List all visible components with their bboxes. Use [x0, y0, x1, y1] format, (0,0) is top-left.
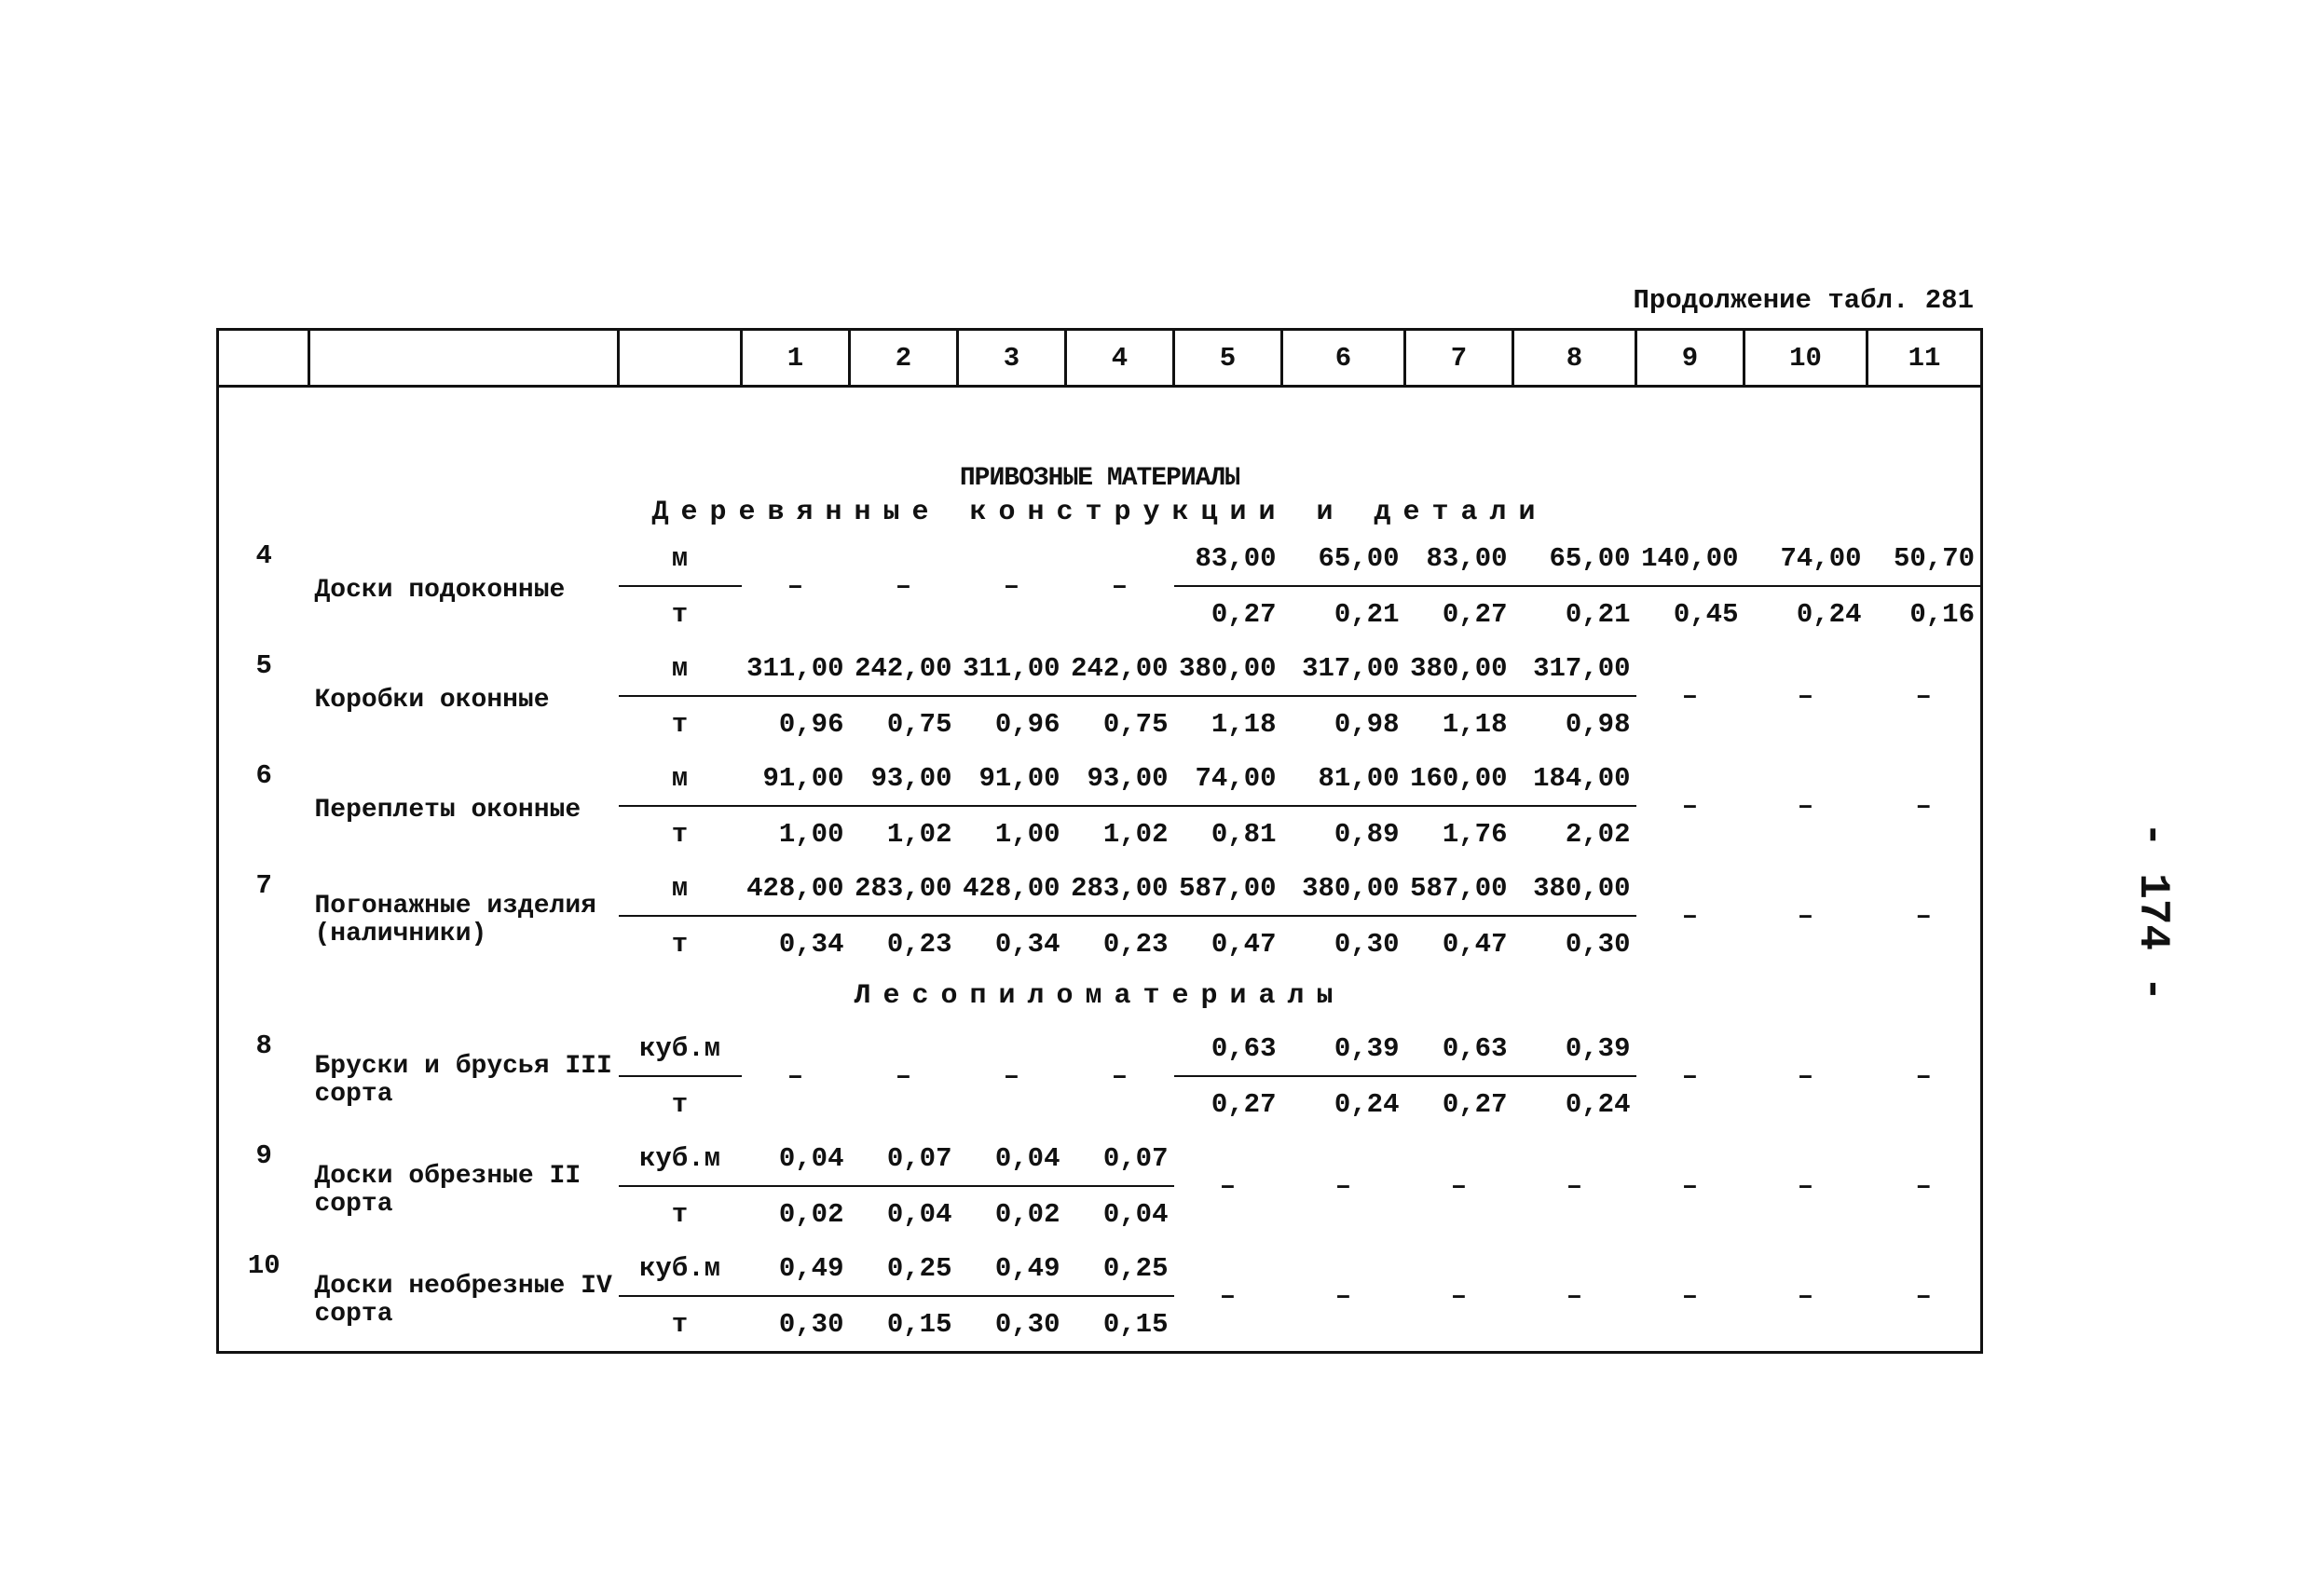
row-name: Доски обрезные II сорта [314, 1162, 581, 1219]
column-header: 9 [1636, 330, 1744, 387]
data-cell: 0,45 [1673, 598, 1739, 630]
unit-bottom: т [671, 1308, 689, 1340]
data-cell: 0,39 [1513, 1021, 1636, 1076]
column-header: 10 [1744, 330, 1867, 387]
data-cell: 0,15 [886, 1308, 952, 1340]
data-cell: 0,07 [1066, 1131, 1174, 1186]
data-cell: 380,00 [1174, 641, 1282, 696]
data-cell: – [787, 1060, 804, 1092]
unit-bottom: т [671, 1088, 689, 1120]
data-cell: 0,27 [1211, 598, 1277, 630]
data-cell: 1,76 [1442, 818, 1508, 850]
column-header: 11 [1867, 330, 1982, 387]
unit-bottom: т [671, 708, 689, 740]
data-cell: – [1003, 570, 1020, 602]
data-cell: 380,00 [1282, 861, 1405, 916]
subsection-row [218, 494, 1982, 531]
data-cell: – [1681, 1280, 1699, 1312]
data-cell: 311,00 [958, 641, 1066, 696]
data-cell: 0,75 [1102, 708, 1169, 740]
unit-bottom: т [671, 928, 689, 960]
data-cell: 0,23 [886, 928, 952, 960]
data-cell: 0,63 [1174, 1021, 1282, 1076]
unit-top: куб.м [619, 1241, 742, 1296]
row-name: Доски необрезные IV сорта [314, 1272, 612, 1329]
data-cell: 0,30 [1334, 928, 1400, 960]
data-cell: 0,23 [1102, 928, 1169, 960]
data-cell: 0,96 [994, 708, 1060, 740]
data-cell: – [1003, 1060, 1020, 1092]
data-cell: – [1681, 1060, 1699, 1092]
data-cell: 0,96 [778, 708, 844, 740]
data-cell: 0,49 [958, 1241, 1066, 1296]
data-cell: 428,00 [742, 861, 850, 916]
data-cell: 0,98 [1565, 708, 1631, 740]
data-cell: 0,25 [850, 1241, 958, 1296]
data-cell: – [1797, 1060, 1814, 1092]
row-number: 8 [255, 1030, 272, 1061]
data-cell: 0,24 [1565, 1088, 1631, 1120]
data-cell: – [895, 1060, 912, 1092]
data-cell: – [1915, 900, 1932, 932]
data-cell: 65,00 [1282, 531, 1405, 586]
data-cell: 74,00 [1174, 751, 1282, 806]
data-cell: 93,00 [850, 751, 958, 806]
data-cell: 0,30 [1565, 928, 1631, 960]
header-cell-number [218, 330, 309, 387]
data-cell: 283,00 [1066, 861, 1174, 916]
data-cell: – [1219, 1170, 1237, 1202]
data-cell: – [1797, 790, 1814, 822]
unit-bottom: т [671, 818, 689, 850]
materials-table [216, 328, 1983, 1354]
data-cell: 0,21 [1565, 598, 1631, 630]
data-cell: 0,02 [778, 1198, 844, 1230]
unit-top: м [619, 861, 742, 916]
data-cell: – [1681, 1170, 1699, 1202]
data-cell: 0,81 [1211, 818, 1277, 850]
data-cell: – [1566, 1170, 1583, 1202]
row-name: Переплеты оконные [314, 796, 581, 825]
section-title: ПРИВОЗНЫЕ МАТЕРИАЛЫ [959, 463, 1240, 493]
column-header: 5 [1174, 330, 1282, 387]
data-cell: – [895, 570, 912, 602]
subsection-row [218, 971, 1982, 1021]
table-row [218, 861, 1982, 916]
data-cell: – [1797, 680, 1814, 712]
data-cell: – [1915, 1280, 1932, 1312]
spacer-row [218, 387, 1982, 463]
table-row [218, 1021, 1982, 1076]
page-number: - 174 - [2128, 822, 2177, 1003]
data-cell: 0,15 [1102, 1308, 1169, 1340]
data-cell: 0,49 [742, 1241, 850, 1296]
data-cell: 0,21 [1334, 598, 1400, 630]
table-row [218, 641, 1982, 696]
header-row [218, 330, 1982, 387]
data-cell: 91,00 [742, 751, 850, 806]
data-cell: 2,02 [1565, 818, 1631, 850]
row-name: Коробки оконные [314, 686, 550, 715]
unit-top: м [619, 531, 742, 586]
data-cell: – [1797, 1280, 1814, 1312]
data-cell: 0,07 [850, 1131, 958, 1186]
data-cell: 160,00 [1405, 751, 1513, 806]
data-cell: 0,04 [1102, 1198, 1169, 1230]
header-cell-unit [619, 330, 742, 387]
data-cell: 317,00 [1282, 641, 1405, 696]
data-cell: 74,00 [1744, 531, 1867, 586]
row-number: 7 [255, 870, 272, 901]
data-cell: 1,02 [886, 818, 952, 850]
data-cell: 1,18 [1442, 708, 1508, 740]
column-header: 7 [1405, 330, 1513, 387]
row-name: Доски подоконные [314, 576, 566, 605]
data-cell: – [1797, 1170, 1814, 1202]
data-cell: – [1797, 900, 1814, 932]
data-cell: 242,00 [850, 641, 958, 696]
data-cell: 0,98 [1334, 708, 1400, 740]
column-header: 8 [1513, 330, 1636, 387]
data-cell: – [1681, 900, 1699, 932]
row-number: 9 [255, 1140, 272, 1171]
table-caption: Продолжение табл. 281 [1633, 285, 1974, 316]
data-cell: 0,27 [1211, 1088, 1277, 1120]
subsection-title: Деревянные конструкции и детали [651, 497, 1548, 528]
data-cell: 587,00 [1405, 861, 1513, 916]
data-cell: 242,00 [1066, 641, 1174, 696]
data-cell: 184,00 [1513, 751, 1636, 806]
data-cell: 0,34 [778, 928, 844, 960]
data-cell: – [1681, 790, 1699, 822]
data-cell: 0,27 [1442, 598, 1508, 630]
row-name: Погонажные изделия (наличники) [314, 892, 596, 948]
section-title-row [218, 462, 1982, 494]
table-row [218, 531, 1982, 586]
data-cell: 0,47 [1211, 928, 1277, 960]
data-cell: 0,16 [1909, 598, 1975, 630]
data-cell: 0,47 [1442, 928, 1508, 960]
column-header: 6 [1282, 330, 1405, 387]
unit-top: куб.м [619, 1131, 742, 1186]
data-cell: – [1915, 680, 1932, 712]
data-cell: – [1915, 790, 1932, 822]
data-cell: – [1915, 1060, 1932, 1092]
data-cell: – [1219, 1280, 1237, 1312]
data-cell: 0,89 [1334, 818, 1400, 850]
unit-top: м [619, 641, 742, 696]
data-cell: 81,00 [1282, 751, 1405, 806]
data-cell: 1,18 [1211, 708, 1277, 740]
row-number: 6 [255, 760, 272, 791]
data-cell: 0,75 [886, 708, 952, 740]
data-cell: 0,04 [886, 1198, 952, 1230]
data-cell: – [1111, 1060, 1129, 1092]
data-cell: – [1111, 570, 1129, 602]
row-number: 10 [247, 1250, 280, 1281]
table-row [218, 1241, 1982, 1296]
data-cell: 0,04 [742, 1131, 850, 1186]
data-cell: – [1681, 680, 1699, 712]
row-number: 4 [255, 540, 272, 571]
data-cell: 0,27 [1442, 1088, 1508, 1120]
column-header: 1 [742, 330, 850, 387]
data-cell: 380,00 [1405, 641, 1513, 696]
data-cell: 1,00 [994, 818, 1060, 850]
table-row [218, 751, 1982, 806]
column-header: 2 [850, 330, 958, 387]
row-name: Бруски и брусья III сорта [314, 1052, 612, 1109]
data-cell: 83,00 [1174, 531, 1282, 586]
data-cell: 587,00 [1174, 861, 1282, 916]
data-cell: – [1450, 1280, 1468, 1312]
unit-top: куб.м [619, 1021, 742, 1076]
data-cell: 93,00 [1066, 751, 1174, 806]
data-cell: 0,25 [1066, 1241, 1174, 1296]
data-cell: 0,39 [1282, 1021, 1405, 1076]
data-cell: 0,02 [994, 1198, 1060, 1230]
data-cell: – [1915, 1170, 1932, 1202]
column-header: 4 [1066, 330, 1174, 387]
unit-bottom: т [671, 1198, 689, 1230]
data-cell: 0,30 [778, 1308, 844, 1340]
data-cell: 311,00 [742, 641, 850, 696]
data-cell: 0,04 [958, 1131, 1066, 1186]
column-header: 3 [958, 330, 1066, 387]
data-cell: 83,00 [1405, 531, 1513, 586]
data-cell: 91,00 [958, 751, 1066, 806]
data-cell: 65,00 [1513, 531, 1636, 586]
data-cell: 380,00 [1513, 861, 1636, 916]
data-cell: 0,24 [1334, 1088, 1400, 1120]
data-cell: – [1334, 1280, 1352, 1312]
unit-top: м [619, 751, 742, 806]
data-cell: – [1334, 1170, 1352, 1202]
unit-bottom: т [671, 598, 689, 630]
data-cell: 0,30 [994, 1308, 1060, 1340]
data-cell: 1,02 [1102, 818, 1169, 850]
data-cell: 50,70 [1867, 531, 1982, 586]
data-cell: 283,00 [850, 861, 958, 916]
data-cell: – [1450, 1170, 1468, 1202]
table-row [218, 1131, 1982, 1186]
data-cell: 1,00 [778, 818, 844, 850]
header-cell-name [309, 330, 619, 387]
data-cell: 140,00 [1636, 531, 1744, 586]
data-cell: – [787, 570, 804, 602]
data-cell: 317,00 [1513, 641, 1636, 696]
data-cell: – [1566, 1280, 1583, 1312]
data-cell: 428,00 [958, 861, 1066, 916]
row-number: 5 [255, 650, 272, 681]
data-cell: 0,24 [1796, 598, 1862, 630]
subsection-title: Лесопиломатериалы [854, 980, 1346, 1012]
data-cell: 0,34 [994, 928, 1060, 960]
data-cell: 0,63 [1405, 1021, 1513, 1076]
